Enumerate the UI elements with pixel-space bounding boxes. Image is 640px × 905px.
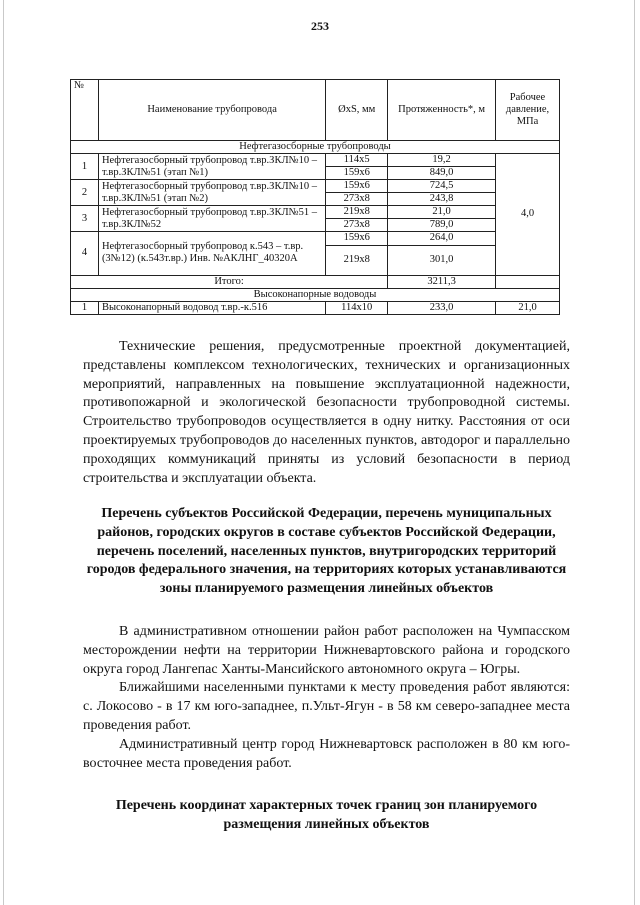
header-num: №: [71, 80, 99, 141]
paragraph: Административный центр город Нижневартовск расположен в 80 км юго-восточнее места проведения работ.: [83, 736, 570, 771]
table-row: [71, 180, 560, 193]
diameter-cell: 159x6: [326, 232, 388, 245]
pipeline-name: Нефтегазосборный трубопровод т.вр.ЗКЛ№51 – т.вр.ЗКЛ№52: [98, 206, 325, 232]
table-row: [71, 232, 560, 245]
section-title-water: Высоконапорные водоводы: [71, 288, 560, 301]
technical-solutions-text: [83, 338, 570, 488]
length-cell: 243,8: [388, 193, 496, 206]
pipeline-name: Нефтегазосборный трубопровод т.вр.ЗКЛ№10 – т.вр.ЗКЛ№51 (этап №1): [98, 154, 325, 180]
header-name: Наименование трубопровода: [98, 80, 325, 141]
table-row: [71, 154, 560, 167]
section-heading-coordinates: Перечень координат характерных точек границ зон планируемого размещения линейных объектов: [115, 798, 538, 832]
row-number: 1: [71, 154, 99, 180]
length-cell: 789,0: [388, 219, 496, 232]
total-label: Итого:: [71, 275, 388, 288]
table-row: [71, 301, 560, 314]
length-cell: 301,0: [388, 245, 496, 275]
table-header-row: [71, 80, 560, 141]
length-cell: 233,0: [388, 301, 496, 314]
length-cell: 21,0: [388, 206, 496, 219]
diameter-cell: 273x8: [326, 219, 388, 232]
page-number: 253: [311, 19, 329, 33]
location-text: [83, 623, 570, 773]
total-value: 3211,3: [388, 275, 496, 288]
header-diameter: ØxS, мм: [326, 80, 388, 141]
section-row-water: [71, 288, 560, 301]
length-cell: 724,5: [388, 180, 496, 193]
total-row: [71, 275, 560, 288]
pipelines-table: [70, 79, 560, 315]
header-length: Протяженность*, м: [388, 80, 496, 141]
pipeline-name: Нефтегазосборный трубопровод т.вр.ЗКЛ№10 – т.вр.ЗКЛ№51 (этап №2): [98, 180, 325, 206]
section-row-gathering: [71, 141, 560, 154]
diameter-cell: 114x10: [326, 301, 388, 314]
diameter-cell: 159x6: [326, 180, 388, 193]
page-edge-left: [3, 0, 4, 905]
paragraph: Технические решения, предусмотренные проектной документацией, представлены комплексом технологических, технических и организационных мероприятий, направленных на повышение эксплуатационной надежности, противопожарной и экологической безопасности трубопроводной системы. Строительство трубопроводов осуществляется в одну нитку. Расстояния от оси проектируемых трубопроводов до населенных пунктов, автодорог и параллельно проходящих коммуникаций приняты из условий безопасности в период строительства и эксплуатации объекта.: [83, 339, 570, 486]
diameter-cell: 219x8: [326, 206, 388, 219]
length-cell: 849,0: [388, 167, 496, 180]
pressure-cell: 21,0: [496, 301, 560, 314]
row-number: 1: [71, 301, 99, 314]
total-pressure-empty: [496, 275, 560, 288]
length-cell: 264,0: [388, 232, 496, 245]
diameter-cell: 219x8: [326, 245, 388, 275]
section-heading-territories: Перечень субъектов Российской Федерации, перечень муниципальных районов, городских округов в составе субъектов Российской Федерации, перечень поселений, населенных пунктов, внутригородских территорий городов федерального значения, на территориях которых устанавливаются зоны планируемого размещения линейных объектов: [86, 506, 567, 597]
diameter-cell: 273x8: [326, 193, 388, 206]
header-pressure: Рабочее давление, МПа: [496, 80, 560, 141]
paragraph: Ближайшими населенными пунктами к месту проведения работ являются: с. Локосово - в 17 км юго-западнее, п.Ульт-Ягун - в 58 км северо-западнее места проведения работ.: [83, 680, 570, 733]
row-number: 3: [71, 206, 99, 232]
length-cell: 19,2: [388, 154, 496, 167]
row-number: 4: [71, 232, 99, 275]
pressure-cell: 4,0: [496, 154, 560, 275]
page-edge-right: [634, 0, 635, 905]
diameter-cell: 114x5: [326, 154, 388, 167]
pipeline-name: Нефтегазосборный трубопровод к.543 – т.вр.(3№12) (к.543т.вр.) Инв. №АКЛНГ_40320А: [98, 232, 325, 275]
row-number: 2: [71, 180, 99, 206]
section-title-gathering: Нефтегазосборные трубопроводы: [71, 141, 560, 154]
paragraph: В административном отношении район работ расположен на Чумпасском месторождении нефти на территории Нижневартовского района и городского округа город Лангепас Ханты-Мансийского автономного округа – Югры.: [83, 624, 570, 677]
pipeline-name: Высоконапорный водовод т.вр.-к.516: [98, 301, 325, 314]
table-row: [71, 206, 560, 219]
diameter-cell: 159x6: [326, 167, 388, 180]
